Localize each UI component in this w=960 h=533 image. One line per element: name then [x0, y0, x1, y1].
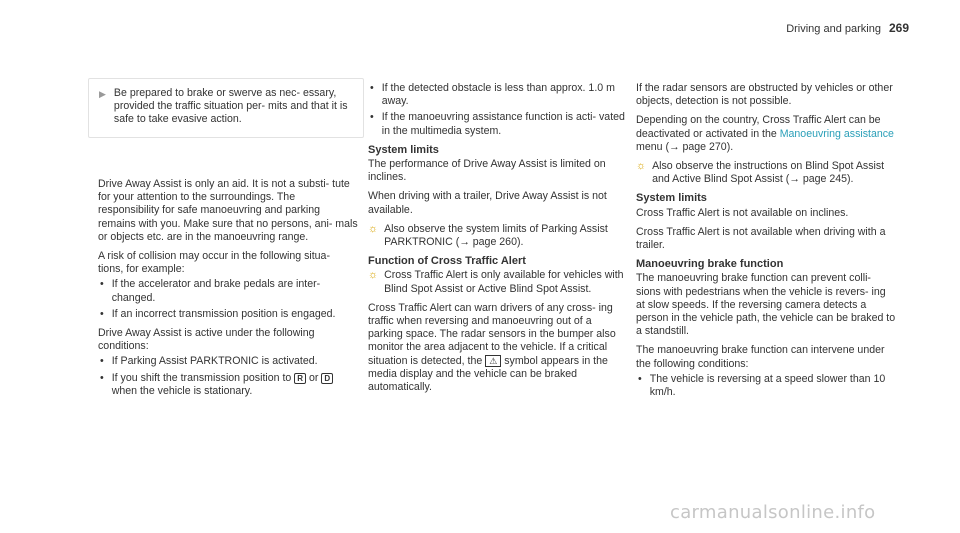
- gear-d-icon: D: [321, 373, 333, 384]
- play-arrow-icon: ▶: [99, 89, 106, 99]
- section-heading: System limits: [368, 143, 439, 156]
- warning-note: [88, 78, 364, 138]
- list-item: • The vehicle is reversing at a speed slower than 10 km/h.: [638, 372, 886, 399]
- paragraph: The manoeuvring brake function can intervene under the following conditions:: [636, 344, 885, 370]
- paragraph: A risk of collision may occur in the following situa- tions, for example:: [98, 250, 330, 276]
- column-2: [368, 82, 628, 400]
- list-item: • If the manoeuvring assistance function is acti- vated in the multimedia system.: [370, 111, 625, 137]
- info-icon: ☼: [636, 160, 647, 173]
- manoeuvring-assistance-link[interactable]: Manoeuvring assistance: [779, 127, 894, 140]
- section-heading: Function of Cross Traffic Alert: [368, 255, 526, 268]
- paragraph: Depending on the country, Cross Traffic Alert can be deactivated or activated in the Manoeuvring assistance menu (→ page 270).: [636, 114, 894, 153]
- section-heading: System limits: [636, 192, 707, 205]
- column-3: [636, 82, 896, 405]
- paragraph: The performance of Drive Away Assist is limited on inclines.: [368, 158, 606, 184]
- note-text: Be prepared to brake or swerve as nec- essary, provided the traffic situation per- mits and that it is safe to take evasive action.: [113, 87, 348, 126]
- bullet-list: [98, 355, 358, 398]
- info-icon: ☼: [368, 222, 379, 235]
- bullet-list: [368, 82, 628, 138]
- section-title: Driving and parking: [786, 23, 881, 35]
- column-1: [98, 178, 358, 404]
- list-item: • If Parking Assist PARKTRONIC is activated.: [100, 355, 318, 368]
- gear-r-icon: R: [294, 373, 306, 384]
- list-item: • If you shift the transmission position to R or D when the vehicle is stationary.: [98, 372, 358, 398]
- info-tip: ☼ Cross Traffic Alert is only available for vehicles with Blind Spot Assist or Active Blind Spot Assist.: [368, 269, 624, 295]
- paragraph: If the radar sensors are obstructed by vehicles or other objects, detection is not possible.: [636, 82, 893, 108]
- page-number: 269: [888, 21, 909, 35]
- bullet-list: [636, 373, 896, 399]
- info-tip: ☼ Also observe the system limits of Parking Assist PARKTRONIC (→ page 260).: [368, 222, 608, 249]
- paragraph: Cross Traffic Alert is not available when driving with a trailer.: [636, 225, 886, 252]
- cross-traffic-symbol-icon: ⚠: [485, 355, 501, 367]
- paragraph: When driving with a trailer, Drive Away Assist is not available.: [368, 190, 607, 216]
- list-item: • If the detected obstacle is less than approx. 1.0 m away.: [370, 82, 615, 108]
- paragraph: Drive Away Assist is active under the following conditions:: [98, 327, 315, 353]
- info-icon: ☼: [368, 269, 379, 282]
- paragraph: Cross Traffic Alert can warn drivers of any cross- ing traffic when reversing and manoeuvring out of a parking space. The radar sensors in the bumper also monitor the area adjacent to the vehicle. If a critical situation is detected, the ⚠ symbol appears in the media display and the vehicle can be braked automatically.: [368, 301, 616, 394]
- paragraph: Drive Away Assist is only an aid. It is not a substi- tute for your attention to the surroundings. The responsibility for safe manoeuvring and parking remains with you. Make sure that no persons, ani- mals or objects etc. are in the manoeuvring range.: [98, 178, 358, 243]
- paragraph: The manoeuvring brake function can prevent colli- sions with pedestrians when the vehicle is revers- ing at slow speeds. If the reversing camera detects a person in the vehicle path, the vehicle can be braked to a standstill.: [636, 272, 896, 338]
- list-item: • If the accelerator and brake pedals are inter- changed.: [100, 278, 321, 304]
- bullet-list: [98, 278, 358, 321]
- paragraph: Cross Traffic Alert is not available on inclines.: [636, 206, 849, 219]
- section-heading: Manoeuvring brake function: [636, 258, 784, 271]
- list-item: • If an incorrect transmission position is engaged.: [100, 307, 336, 320]
- watermark: carmanualsonline.info: [670, 502, 876, 523]
- page-header: [786, 21, 909, 35]
- info-tip: ☼ Also observe the instructions on Blind Spot Assist and Active Blind Spot Assist (→ page 245).: [636, 160, 885, 186]
